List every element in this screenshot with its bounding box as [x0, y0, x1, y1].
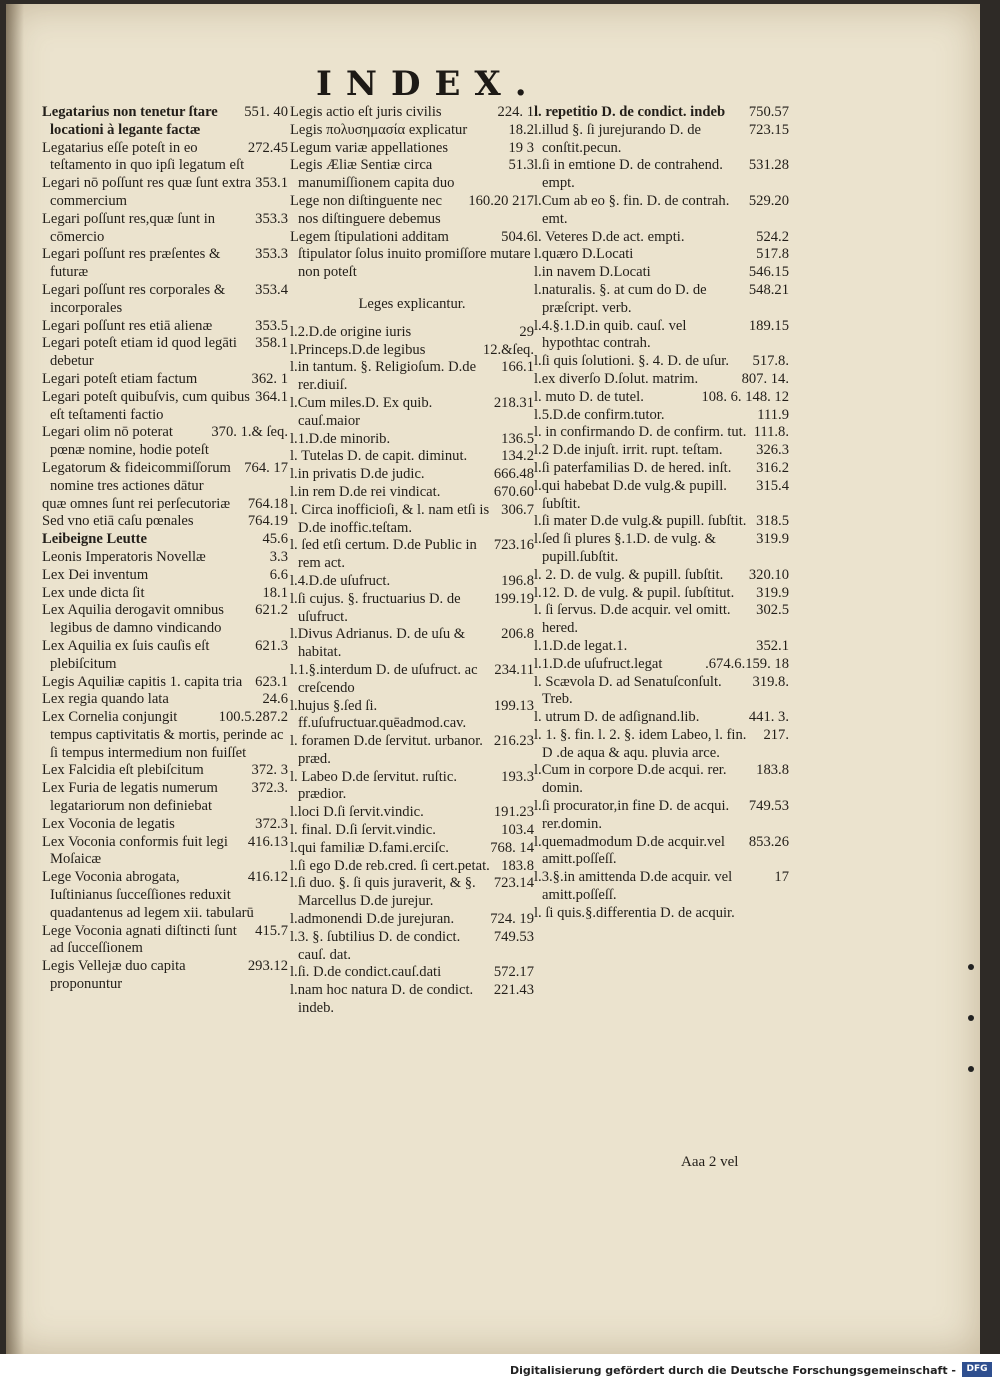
- entry-reference: 221.43: [493, 982, 534, 999]
- entry-reference: 199.13: [493, 697, 534, 714]
- entry-text: Legari poſſunt res etiā alienæ: [42, 317, 213, 334]
- index-entry: [290, 591, 534, 627]
- entry-text: l.ſi ego D.de reb.cred. ſi cert.petat.: [290, 857, 490, 874]
- entry-text: l. Veteres D.de act. empti.: [534, 228, 685, 245]
- entry-reference: 191.23: [493, 804, 534, 821]
- index-entry: [534, 246, 789, 264]
- entry-text: Lege non diſtinguente nec nos diſtinguere debemus: [290, 192, 442, 227]
- index-entry: [42, 923, 288, 959]
- entry-text: Lex unde dicta ſit: [42, 584, 145, 601]
- index-entry: [290, 911, 534, 929]
- entry-reference: 134.2: [501, 448, 534, 465]
- index-entry: [534, 513, 789, 531]
- entry-text: Lex Furia de legatis numerum legatariorum non definiebat: [42, 780, 218, 815]
- index-entry: [290, 875, 534, 911]
- index-entry: [534, 531, 789, 567]
- entry-text: l.ſi quis ſolutioni. §. 4. D. de uſur.: [534, 353, 729, 370]
- index-entry: [42, 691, 288, 709]
- index-entry: [42, 816, 288, 834]
- index-entry: [42, 496, 288, 514]
- entry-reference: 160.20 217: [468, 192, 534, 209]
- entry-reference: 750.57: [748, 104, 789, 120]
- index-entry: [42, 585, 288, 603]
- entry-reference: 45.6: [262, 531, 288, 548]
- entry-reference: 318.5: [756, 513, 789, 530]
- entry-reference: 315.4: [756, 477, 789, 494]
- entry-text: l.in tantum. §. Religioſum. D.de rer.diuiſ.: [290, 359, 477, 394]
- index-entry: [534, 674, 789, 710]
- entry-reference: 749.53: [493, 928, 534, 945]
- entry-reference: 416.12: [247, 869, 288, 886]
- index-entry: [534, 869, 789, 905]
- entry-reference: 853.26: [748, 833, 789, 850]
- entry-text: Legis πολυσημασία explicatur: [290, 121, 468, 138]
- entry-reference: 723.14: [493, 875, 534, 892]
- entry-text: Legari poſſunt res præſentes & futuræ: [42, 246, 221, 281]
- entry-text: l. ſi ſervus. D.de acquir. vel omitt. hered.: [534, 602, 731, 637]
- entry-text: l. in confirmando D. de confirm. tut.: [534, 424, 747, 441]
- index-entry: [534, 460, 789, 478]
- entry-text: Lex Aquilia ex ſuis cauſis eſt plebiſcitum: [42, 637, 210, 672]
- index-entry: [534, 157, 789, 193]
- entry-text: l.3.§.in amittenda D.de acquir. vel amitt.poſſeſſ.: [534, 869, 733, 904]
- entry-text: Lex Voconia de legatis: [42, 815, 175, 832]
- entry-reference: 199.19: [493, 590, 534, 607]
- entry-reference: 19 3: [508, 139, 534, 156]
- entry-reference: 326.3: [756, 442, 789, 459]
- entry-text: l.nam hoc natura D. de condict. indeb.: [290, 982, 474, 1017]
- entry-text: l.ſi duo. §. ſi quis juraverit, & §. Marcellus D.de jurejur.: [290, 875, 476, 910]
- entry-reference: 723.16: [493, 537, 534, 554]
- entry-reference: 531.28: [748, 157, 789, 174]
- index-entry: [290, 698, 534, 734]
- footer-bar: [0, 1354, 1000, 1386]
- footer-text: Digitalisierung gefördert durch die Deutsche Forschungsgemeinschaft -: [509, 1364, 956, 1377]
- entry-reference: 12.&ſeq.: [482, 341, 534, 358]
- index-entry: [42, 246, 288, 282]
- index-entry: [42, 958, 288, 994]
- entry-text: Lege Voconia abrogata, Iuſtinianus ſucceſſiones reduxit quadantenus ad legem xii. tabularū: [42, 869, 254, 921]
- entry-text: l. 1. §. fin. l. 2. §. idem Labeo, l. fin. D .de aqua & aqu. pluvia arce.: [534, 726, 747, 761]
- index-entry: [42, 175, 288, 211]
- entry-text: Leonis Imperatoris Novellæ: [42, 548, 206, 565]
- entry-text: Lege Voconia agnati diſtincti ſunt ad ſucceſſionem: [42, 922, 237, 957]
- entry-reference: 364.1: [255, 388, 288, 405]
- index-entry: [42, 513, 288, 531]
- entry-reference: 224. 1: [497, 104, 534, 120]
- index-entry: [42, 460, 288, 496]
- entry-text: Lex Cornelia conjungit tempus captivitatis & mortis, perinde ac ſi tempus intermedium non fuiſſet: [42, 709, 284, 761]
- index-entry: [42, 104, 288, 140]
- entry-reference: 183.8: [756, 762, 789, 779]
- index-entry: [42, 674, 288, 692]
- index-column-1: [42, 104, 288, 994]
- entry-text: l.1.D.de uſufruct.legat: [534, 655, 663, 672]
- entry-text: l.hujus §.ſed ſi. ff.uſufructuar.quēadmod.cav.: [290, 697, 467, 732]
- entry-reference: 319.8.: [752, 673, 789, 690]
- index-entry: [534, 389, 789, 407]
- index-entry: [534, 371, 789, 389]
- entry-text: l.in navem D.Locati: [534, 264, 651, 281]
- entry-reference: 529.20: [748, 192, 789, 209]
- page-title: INDEX.: [316, 64, 541, 104]
- entry-reference: 749.53: [748, 798, 789, 815]
- entry-reference: 724. 19: [490, 911, 534, 928]
- entry-text: l.1.D.de minorib.: [290, 430, 391, 447]
- entry-text: l.4.D.de uſufruct.: [290, 572, 391, 589]
- index-entry: [534, 709, 789, 727]
- entry-reference: 524.2: [756, 228, 789, 245]
- entry-reference: 353.1: [255, 175, 288, 192]
- entry-reference: 764.18: [247, 495, 288, 512]
- entry-reference: 362. 1: [251, 370, 288, 387]
- entry-reference: 302.5: [756, 602, 789, 619]
- entry-text: Legum variæ appellationes: [290, 139, 449, 156]
- entry-reference: 353.5: [255, 317, 288, 334]
- entry-text: l.qui habebat D.de vulg.& pupill. ſubſtit.: [534, 477, 727, 512]
- entry-reference: 316.2: [756, 459, 789, 476]
- index-entry: [534, 122, 789, 158]
- index-entry: [42, 371, 288, 389]
- index-entry: [534, 762, 789, 798]
- entry-text: l. muto D. de tutel.: [534, 388, 644, 405]
- index-entry: [290, 484, 534, 502]
- index-entry: [290, 822, 534, 840]
- entry-reference: 319.9: [756, 584, 789, 601]
- entry-text: Lex Voconia conformis fuit legi Moſaicæ: [42, 833, 228, 868]
- index-entry: [290, 733, 534, 769]
- index-entry: [290, 466, 534, 484]
- index-entry: [534, 567, 789, 585]
- entry-text: Legari poteſt etiam factum: [42, 370, 198, 387]
- entry-reference: 353.4: [255, 281, 288, 298]
- index-entry: [42, 869, 288, 922]
- entry-reference: 415.7: [255, 922, 288, 939]
- entry-text: l.in rem D.de rei vindicat.: [290, 483, 441, 500]
- index-entry: [42, 389, 288, 425]
- entry-text: quæ omnes ſunt rei perſecutoriæ: [42, 495, 231, 512]
- entry-text: l.Divus Adrianus. D. de uſu & habitat.: [290, 626, 466, 661]
- entry-text: l.Cum miles.D. Ex quib. cauſ.maior: [290, 394, 433, 429]
- index-entry: [534, 282, 789, 318]
- entry-reference: 723.15: [748, 121, 789, 138]
- entry-text: Legis Æliæ Sentiæ circa manumiſſionem capita duo: [290, 157, 455, 192]
- index-entry: [42, 549, 288, 567]
- entry-text: l. final. D.ſi ſervit.vindic.: [290, 822, 436, 839]
- entry-reference: 372.3.: [251, 780, 288, 797]
- entry-reference: .674.6.159. 18: [705, 655, 789, 672]
- entry-text: Legis actio eſt juris civilis: [290, 104, 442, 120]
- entry-reference: 100.5.287.2: [218, 709, 288, 726]
- entry-text: l. utrum D. de adſignand.lib.: [534, 709, 700, 726]
- entry-reference: 234.11: [494, 661, 534, 678]
- index-entry: [290, 229, 534, 282]
- entry-text: l. 2. D. de vulg. & pupill. ſubſtit.: [534, 566, 724, 583]
- entry-reference: 416.13: [247, 833, 288, 850]
- entry-text: Lex Dei inventum: [42, 566, 149, 583]
- entry-text: l.1.D.de legat.1.: [534, 637, 628, 654]
- entry-text: l.Cum in corpore D.de acqui. rer. domin.: [534, 762, 727, 797]
- index-entry: [290, 122, 534, 140]
- entry-reference: 504.6: [501, 228, 534, 245]
- entry-reference: 18.1: [262, 584, 288, 601]
- index-entry: [290, 662, 534, 698]
- index-entry: [290, 324, 534, 342]
- entry-text: l.ſed ſi plures §.1.D. de vulg. & pupill.ſubſtit.: [534, 531, 716, 565]
- index-entry: [290, 573, 534, 591]
- entry-reference: 216.23: [493, 733, 534, 750]
- entry-text: Legari poteſt quibuſvis, cum quibus eſt teſtamenti factio: [42, 388, 250, 423]
- entry-text: l.Cum ab eo §. fin. D. de contrah. emt.: [534, 192, 730, 227]
- entry-text: Legis Vellejæ duo capita proponuntur: [42, 958, 186, 993]
- entry-reference: 18.2: [508, 121, 534, 138]
- index-entry: [42, 709, 288, 762]
- index-entry: [534, 104, 789, 122]
- entry-text: Legari nō poſſunt res quæ ſunt extra commercium: [42, 175, 252, 209]
- index-entry: [290, 502, 534, 538]
- entry-reference: 807. 14.: [741, 370, 789, 387]
- entry-reference: 666.48: [493, 466, 534, 483]
- entry-text: Leibeigne Leutte: [42, 531, 147, 548]
- index-entry: [534, 727, 789, 763]
- index-column-3: [534, 104, 789, 923]
- entry-reference: 572.17: [493, 964, 534, 981]
- index-entry: [534, 318, 789, 354]
- entry-reference: 546.15: [748, 264, 789, 281]
- entry-reference: 319.9: [756, 531, 789, 548]
- index-entry: [534, 229, 789, 247]
- index-column-2: [290, 104, 534, 1018]
- entry-reference: 517.8: [756, 246, 789, 263]
- entry-text: l.in privatis D.de judic.: [290, 466, 425, 483]
- entry-text: l.Princeps.D.de legibus: [290, 341, 426, 358]
- entry-text: l.naturalis. §. at cum do D. de præſcript. verb.: [534, 281, 707, 316]
- index-entry: [534, 424, 789, 442]
- entry-text: l.ſi paterfamilias D. de hered. inſt.: [534, 459, 732, 476]
- entry-reference: 358.1: [255, 335, 288, 352]
- index-entry: [290, 804, 534, 822]
- entry-text: l.qui familiæ D.fami.erciſc.: [290, 839, 449, 856]
- entry-reference: 196.8: [501, 572, 534, 589]
- entry-reference: 764.19: [247, 513, 288, 530]
- entry-text: l.2.D.de origine iuris: [290, 323, 412, 340]
- section-subheading: Leges explicantur.: [358, 295, 466, 312]
- entry-reference: 108. 6. 148. 12: [701, 388, 789, 405]
- entry-reference: 193.3: [501, 768, 534, 785]
- index-entry: [42, 318, 288, 336]
- index-entry: [534, 798, 789, 834]
- index-entry: [290, 395, 534, 431]
- page-edge-marks: [968, 964, 976, 1124]
- index-entry: [42, 602, 288, 638]
- entry-text: Lex Falcidia eſt plebiſcitum: [42, 762, 204, 779]
- entry-reference: 29: [519, 323, 534, 340]
- entry-text: Legis Aquiliæ capitis 1. capita tria: [42, 673, 243, 690]
- entry-reference: 353.3: [255, 246, 288, 263]
- index-entry: [290, 448, 534, 466]
- index-entry: [42, 567, 288, 585]
- entry-text: Legem ſtipulationi additam ſtipulator ſolus inuito promiſſore mutare non poteſt: [290, 228, 531, 281]
- entry-reference: 353.3: [255, 210, 288, 227]
- index-entry: [290, 626, 534, 662]
- entry-reference: 103.4: [501, 822, 534, 839]
- entry-text: Legatarius non tenetur ſtare locationi à legante factæ: [42, 104, 218, 138]
- book-page: [6, 4, 980, 1354]
- index-entry: [290, 769, 534, 805]
- entry-reference: 51.3: [508, 157, 534, 174]
- entry-reference: 272.45: [247, 139, 288, 156]
- index-entry: [534, 585, 789, 603]
- entry-reference: 306.7: [501, 501, 534, 518]
- index-entry: [42, 335, 288, 371]
- index-entry: [290, 929, 534, 965]
- entry-reference: 166.1: [501, 359, 534, 376]
- entry-text: l. repetitio D. de condict. indeb: [534, 104, 726, 120]
- index-entry: [290, 840, 534, 858]
- entry-text: l.5.D.de confirm.tutor.: [534, 406, 665, 423]
- entry-text: Lex regia quando lata: [42, 691, 169, 708]
- entry-text: l.ex diverſo D.ſolut. matrim.: [534, 370, 699, 387]
- index-entry: [290, 359, 534, 395]
- signature-mark: Aaa 2 vel: [681, 1154, 739, 1170]
- entry-text: l.ſi in emtione D. de contrahend. empt.: [534, 157, 723, 192]
- entry-text: Legari poſſunt res corporales & incorporales: [42, 281, 226, 316]
- entry-text: l. Circa inofficioſi, & l. nam etſi is D.de inoffic.teſtam.: [290, 501, 490, 536]
- entry-reference: 6.6: [269, 566, 288, 583]
- entry-reference: 551. 40: [244, 104, 288, 120]
- entry-reference: 441. 3.: [748, 709, 789, 726]
- index-entry: [42, 780, 288, 816]
- index-entry: [290, 157, 534, 193]
- entry-text: l.4.§.1.D.in quib. cauſ. vel hypothtac contrah.: [534, 317, 687, 352]
- entry-reference: 183.8: [501, 857, 534, 874]
- entry-text: l.2 D.de injuſt. irrit. rupt. teſtam.: [534, 442, 723, 459]
- entry-reference: 17: [774, 869, 789, 886]
- entry-text: l.ſi mater D.de vulg.& pupill. ſubſtit.: [534, 513, 747, 530]
- entry-reference: 136.5: [501, 430, 534, 447]
- index-entry: [290, 982, 534, 1018]
- index-entry: [534, 834, 789, 870]
- entry-text: l.1.§.interdum D. de uſufruct. ac creſcendo: [290, 661, 478, 696]
- index-entry: [534, 905, 789, 923]
- entry-reference: 670.60: [493, 483, 534, 500]
- index-entry: [534, 602, 789, 638]
- entry-reference: 517.8.: [752, 353, 789, 370]
- entry-text: l.loci D.ſi ſervit.vindic.: [290, 804, 424, 821]
- entry-text: l.ſi. D.de condict.cauſ.dati: [290, 964, 442, 981]
- entry-text: l.illud §. ſi jurejurando D. de conſtit.pecun.: [534, 121, 701, 156]
- index-entry: [290, 342, 534, 360]
- entry-reference: 372. 3: [251, 762, 288, 779]
- entry-reference: 621.3: [255, 637, 288, 654]
- entry-text: l. Labeo D.de ſervitut. ruſtic. prædior.: [290, 768, 457, 803]
- entry-text: l. ſed etſi certum. D.de Public in rem act.: [290, 537, 477, 572]
- index-entry: [534, 638, 789, 656]
- entry-reference: 372.3: [255, 815, 288, 832]
- index-entry: [534, 193, 789, 229]
- entry-text: l.ſi cujus. §. fructuarius D. de uſufruct.: [290, 590, 461, 625]
- entry-reference: 217.: [763, 726, 789, 743]
- entry-reference: 623.1: [255, 673, 288, 690]
- index-entry: [534, 478, 789, 514]
- entry-reference: 764. 17: [244, 459, 288, 476]
- entry-text: Legatorum & fideicommiſſorum nomine tres actiones dātur: [42, 459, 231, 494]
- index-entry: [534, 656, 789, 674]
- entry-reference: 548.21: [748, 281, 789, 298]
- entry-text: l.quemadmodum D.de acquir.vel amitt.poſſeſſ.: [534, 833, 725, 868]
- entry-text: l.quæro D.Locati: [534, 246, 634, 263]
- index-entry: [42, 282, 288, 318]
- index-entry: [534, 353, 789, 371]
- entry-reference: 24.6: [262, 691, 288, 708]
- entry-reference: 352.1: [756, 637, 789, 654]
- index-entry: [42, 638, 288, 674]
- entry-text: Sed vno etiā caſu pœnales: [42, 513, 194, 530]
- index-entry: [290, 431, 534, 449]
- index-entry: [290, 964, 534, 982]
- index-entry: [290, 104, 534, 122]
- entry-text: Legari poteſt etiam id quod legāti debetur: [42, 335, 237, 370]
- index-entry: [42, 211, 288, 247]
- index-entry: [534, 264, 789, 282]
- entry-reference: 218.31: [493, 394, 534, 411]
- entry-reference: 293.12: [247, 958, 288, 975]
- entry-reference: 3.3: [269, 548, 288, 565]
- index-entry: [534, 442, 789, 460]
- entry-text: Legari olim nō poterat pœnæ nomine, hodie poteſt: [42, 424, 209, 459]
- entry-reference: 370. 1.& ſeq.: [211, 424, 288, 441]
- entry-text: l.12. D. de vulg. & pupil. ſubſtitut.: [534, 584, 735, 601]
- index-entry: [290, 858, 534, 876]
- entry-text: l. foramen D.de ſervitut. urbanor. præd.: [290, 733, 483, 767]
- dfg-logo: DFG: [962, 1362, 992, 1377]
- entry-reference: 320.10: [748, 566, 789, 583]
- entry-text: l. ſi quis.§.differentia D. de acquir.: [534, 904, 735, 921]
- index-entry: [42, 531, 288, 549]
- index-entry: [290, 537, 534, 573]
- index-entry: [290, 140, 534, 158]
- entry-text: l.3. §. ſubtilius D. de condict. cauſ. dat.: [290, 928, 461, 963]
- index-entry: [42, 834, 288, 870]
- entry-text: l. Tutelas D. de capit. diminut.: [290, 448, 468, 465]
- entry-reference: 189.15: [748, 317, 789, 334]
- entry-text: Legatarius eſſe poteſt in eo teſtamento in quo ipſi legatum eſt: [42, 139, 245, 174]
- entry-reference: 621.2: [255, 602, 288, 619]
- entry-reference: 111.8.: [753, 424, 789, 441]
- entry-text: l. Scævola D. ad Senatuſconſult. Treb.: [534, 673, 722, 708]
- index-entry: [42, 424, 288, 460]
- entry-reference: 768. 14: [490, 839, 534, 856]
- entry-text: Lex Aquilia derogavit omnibus legibus de damno vindicando: [42, 602, 224, 637]
- entry-reference: 206.8: [501, 626, 534, 643]
- entry-text: l.admonendi D.de jurejuran.: [290, 911, 455, 928]
- entry-text: Legari poſſunt res,quæ ſunt in cōmercio: [42, 210, 216, 245]
- index-entry: [534, 407, 789, 425]
- entry-text: l.ſi procurator,in fine D. de acqui. rer.domin.: [534, 798, 730, 832]
- entry-reference: 111.9: [757, 406, 789, 423]
- index-entry: [42, 140, 288, 176]
- index-entry: [290, 193, 534, 229]
- index-entry: [42, 762, 288, 780]
